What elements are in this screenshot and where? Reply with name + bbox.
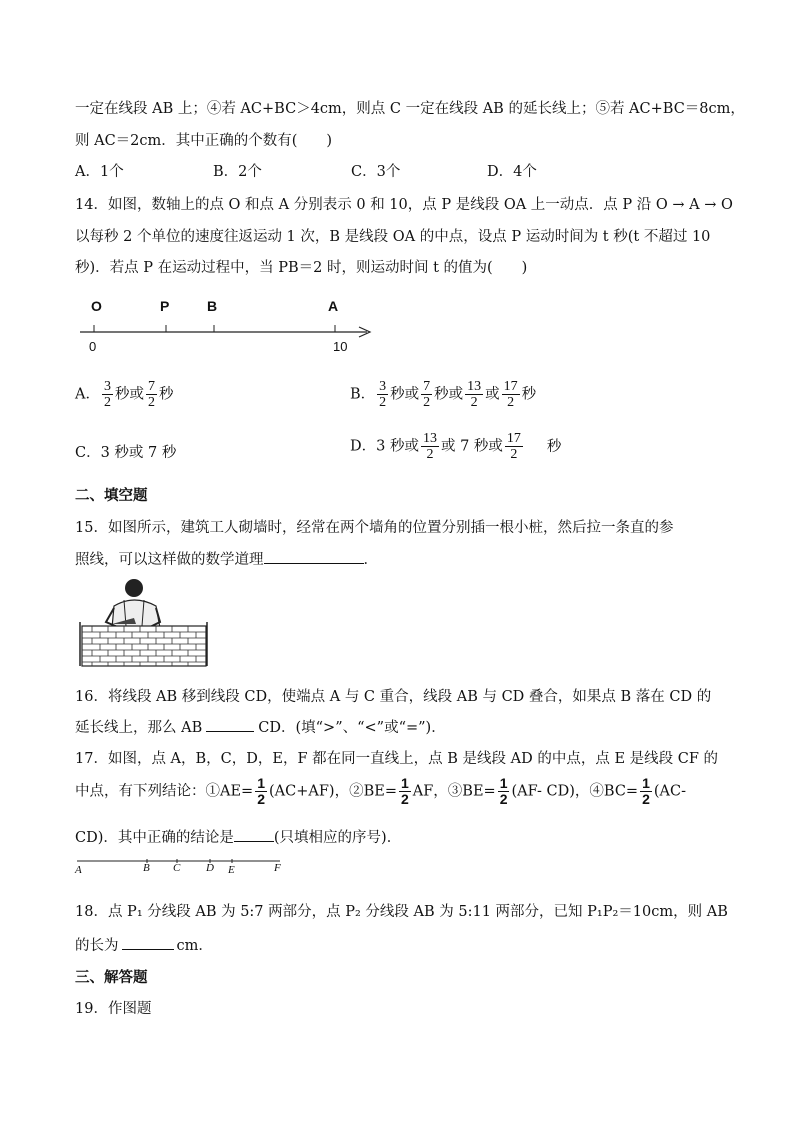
q14-option-a: A． $\frac{3}{2}$ 秒或 $\frac{7}{2}$ 秒: [75, 379, 174, 410]
q13-line2: 则 AC＝2cm．其中正确的个数有( ): [75, 133, 333, 149]
q17-point-a: A: [75, 864, 82, 876]
q13-line1: 一定在线段 AB 上；④若 AC+BC＞4cm，则点 C 一定在线段 AB 的延长线上；⑤若 AC+BC＝8cm，: [75, 101, 745, 117]
q14-line1: 14．如图，数轴上的点 O 和点 A 分别表示 0 和 10，点 P 是线段 OA 上一动点．点 P 沿 O → A → O: [75, 197, 733, 213]
worker-head: [125, 579, 143, 597]
q16-line1: 16．将线段 AB 移到线段 CD，使端点 A 与 C 重合，线段 AB 与 CD 叠合，如果点 B 落在 CD 的: [75, 689, 712, 705]
q15-line1: 15．如图所示，建筑工人砌墙时，经常在两个墙角的位置分别插一根小桩，然后拉一条直的参: [75, 520, 674, 536]
section-solve: 三、解答题: [75, 970, 148, 986]
q14-option-b: B． $\frac{3}{2}$ 秒或 $\frac{7}{2}$ 秒或 $\frac{13}{2}$ 或 $\frac{17}{2}$ 秒: [350, 379, 537, 410]
q17-point-e: E: [228, 864, 235, 876]
q19-title: 19．作图题: [75, 1001, 152, 1017]
q15-line2: 照线，可以这样做的数学道理 ．: [75, 548, 378, 569]
q17-line2: 中点，有下列结论：①AE= $\frac{1}{2}$ (AC+AF)，②BE= $\frac{1}{2}$ AF，③BE= $\frac{1}{2}$ (AF- CD)，④BC= $\frac{1}{2}$ (AC-: [75, 775, 686, 807]
q18-blank[interactable]: [122, 935, 174, 950]
axis-tick-10: 10: [333, 339, 348, 354]
axis-label-p: P: [160, 298, 170, 314]
q13-option-b: B．2个: [213, 164, 262, 180]
q18-line1: 18．点 P₁ 分线段 AB 为 5:7 两部分，点 P₂ 分线段 AB 为 5:11 两部分，已知 P₁P₂＝10cm，则 AB: [75, 904, 728, 920]
q17-point-b: B: [143, 862, 150, 874]
q14-option-d: D．3 秒或 $\frac{13}{2}$ 或 7 秒或 $\frac{17}{2}$ 秒: [350, 431, 562, 462]
axis-label-o: O: [91, 298, 102, 314]
axis-label-a: A: [328, 298, 339, 314]
q17-point-d: D: [206, 862, 214, 874]
q17-blank[interactable]: [234, 827, 274, 842]
q17-line-figure: [75, 856, 295, 866]
q15-blank[interactable]: [264, 549, 364, 564]
q16-blank[interactable]: [206, 717, 254, 732]
q17-point-c: C: [173, 862, 181, 874]
q17-line1: 17．如图，点 A，B，C，D，E，F 都在同一直线上，点 B 是线段 AD 的中点，点 E 是线段 CF 的: [75, 751, 719, 767]
q13-option-a: A．1个: [75, 164, 124, 180]
bricklayer-figure: [76, 578, 209, 668]
q14-line3: 秒)．若点 P 在运动过程中，当 PB＝2 时，则运动时间 t 的值为( ): [75, 260, 528, 276]
q17-line3: CD)．其中正确的结论是 (只填相应的序号)．: [75, 826, 401, 847]
q16-line2: 延长线上，那么 AB CD．(填“>”、“<”或“=”)．: [75, 716, 446, 737]
axis-label-b: B: [207, 298, 218, 314]
section-fill-in: 二、填空题: [75, 488, 148, 504]
q14-line2: 以每秒 2 个单位的速度往返运动 1 次，B 是线段 OA 的中点，设点 P 运动时间为 t 秒(t 不超过 10: [75, 229, 711, 245]
q13-option-c: C．3个: [351, 164, 401, 180]
q18-line2: 的长为 cm．: [75, 934, 213, 955]
q13-option-d: D．4个: [487, 164, 537, 180]
q14-option-c: C．3 秒或 7 秒: [75, 445, 177, 461]
axis-tick-0: 0: [89, 339, 97, 354]
q17-point-f: F: [274, 862, 281, 874]
